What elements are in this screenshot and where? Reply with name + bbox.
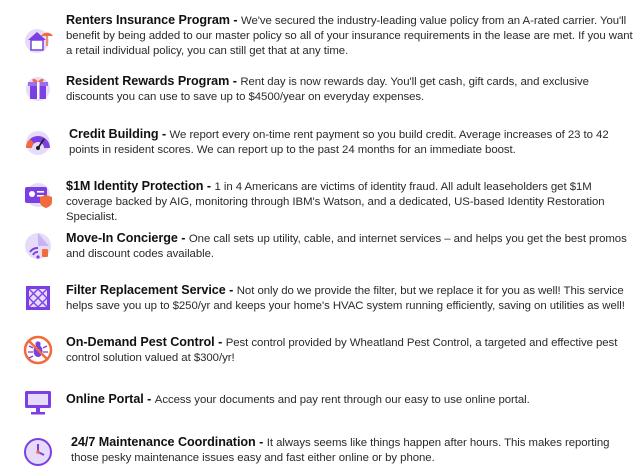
benefit-text: [66, 179, 634, 225]
benefit-separator: -: [229, 13, 241, 27]
benefit-title: Online Portal: [66, 392, 144, 406]
benefit-description: 1 in 4 Americans are victims of identity fraud. All adult leaseholders get $1M coverage backed by AIG, monitoring through IBM's Watson, and a dedicated, US-based Identity Restoration Specialist.: [66, 181, 605, 223]
benefit-title: On-Demand Pest Control: [66, 335, 215, 349]
benefit-separator: -: [229, 74, 241, 88]
gift-box-icon: [22, 72, 54, 104]
clock-24-icon: [22, 436, 54, 468]
benefit-description: Rent day is now rewards day. You'll get cash, gift cards, and exclusive discounts you can use to save up to $4500/year on everyday expenses.: [66, 76, 589, 103]
computer-monitor-icon: [22, 386, 54, 418]
wifi-plug-icon: [22, 230, 54, 262]
benefit-title: 24/7 Maintenance Coordination: [71, 435, 256, 449]
benefit-separator: -: [214, 335, 226, 349]
benefit-title: Resident Rewards Program: [66, 74, 230, 88]
benefit-text: [71, 435, 639, 466]
benefit-description: It always seems like things happen after hours. This makes reporting those pesky maintenance issues easy and fast either online or by phone.: [71, 437, 610, 464]
no-bug-icon: [22, 334, 54, 366]
benefit-text: [66, 335, 634, 366]
benefit-text: [66, 231, 634, 262]
benefit-title: Credit Building: [69, 127, 159, 141]
benefit-description: We've secured the industry-leading value policy from an A-rated carrier. You'll benefit by being added to our master policy so all of your insurance requirements in the lease are met. If you want a retail individual policy, you can still get that at any time.: [66, 15, 633, 57]
benefit-description: Access your documents and pay rent through our easy to use online portal.: [154, 394, 530, 406]
benefit-title: Filter Replacement Service: [66, 283, 226, 297]
benefit-text: [66, 13, 634, 59]
credit-gauge-icon: [22, 126, 54, 158]
benefit-separator: -: [143, 392, 155, 406]
benefit-text: [66, 283, 634, 314]
benefit-text: [66, 74, 634, 105]
benefit-description: Pest control provided by Wheatland Pest Control, a targeted and effective pest control solution valued at $300/yr!: [66, 337, 618, 364]
benefit-separator: -: [158, 127, 170, 141]
benefit-title: $1M Identity Protection: [66, 179, 204, 193]
air-filter-icon: [22, 282, 54, 314]
benefit-title: Move-In Concierge: [66, 231, 178, 245]
benefit-separator: -: [225, 283, 237, 297]
benefit-description: One call sets up utility, cable, and internet services – and helps you get the best promos and discount codes available.: [66, 233, 627, 260]
benefit-description: Not only do we provide the filter, but we replace it for you as well! This service helps save you up to $250/yr and keeps your home's HVAC system running efficiently, saving on utilities as well!: [66, 285, 625, 312]
benefit-separator: -: [203, 179, 215, 193]
benefit-description: We report every on-time rent payment so you build credit. Average increases of 23 to 42 points in resident scores. We can report up to the past 24 months for an immediate boost.: [69, 129, 609, 156]
identity-card-shield-icon: [22, 178, 54, 210]
benefit-separator: -: [255, 435, 267, 449]
house-umbrella-icon: [22, 24, 54, 56]
benefit-separator: -: [177, 231, 189, 245]
benefit-text: [66, 392, 634, 408]
benefit-title: Renters Insurance Program: [66, 13, 230, 27]
benefit-text: [69, 127, 637, 158]
